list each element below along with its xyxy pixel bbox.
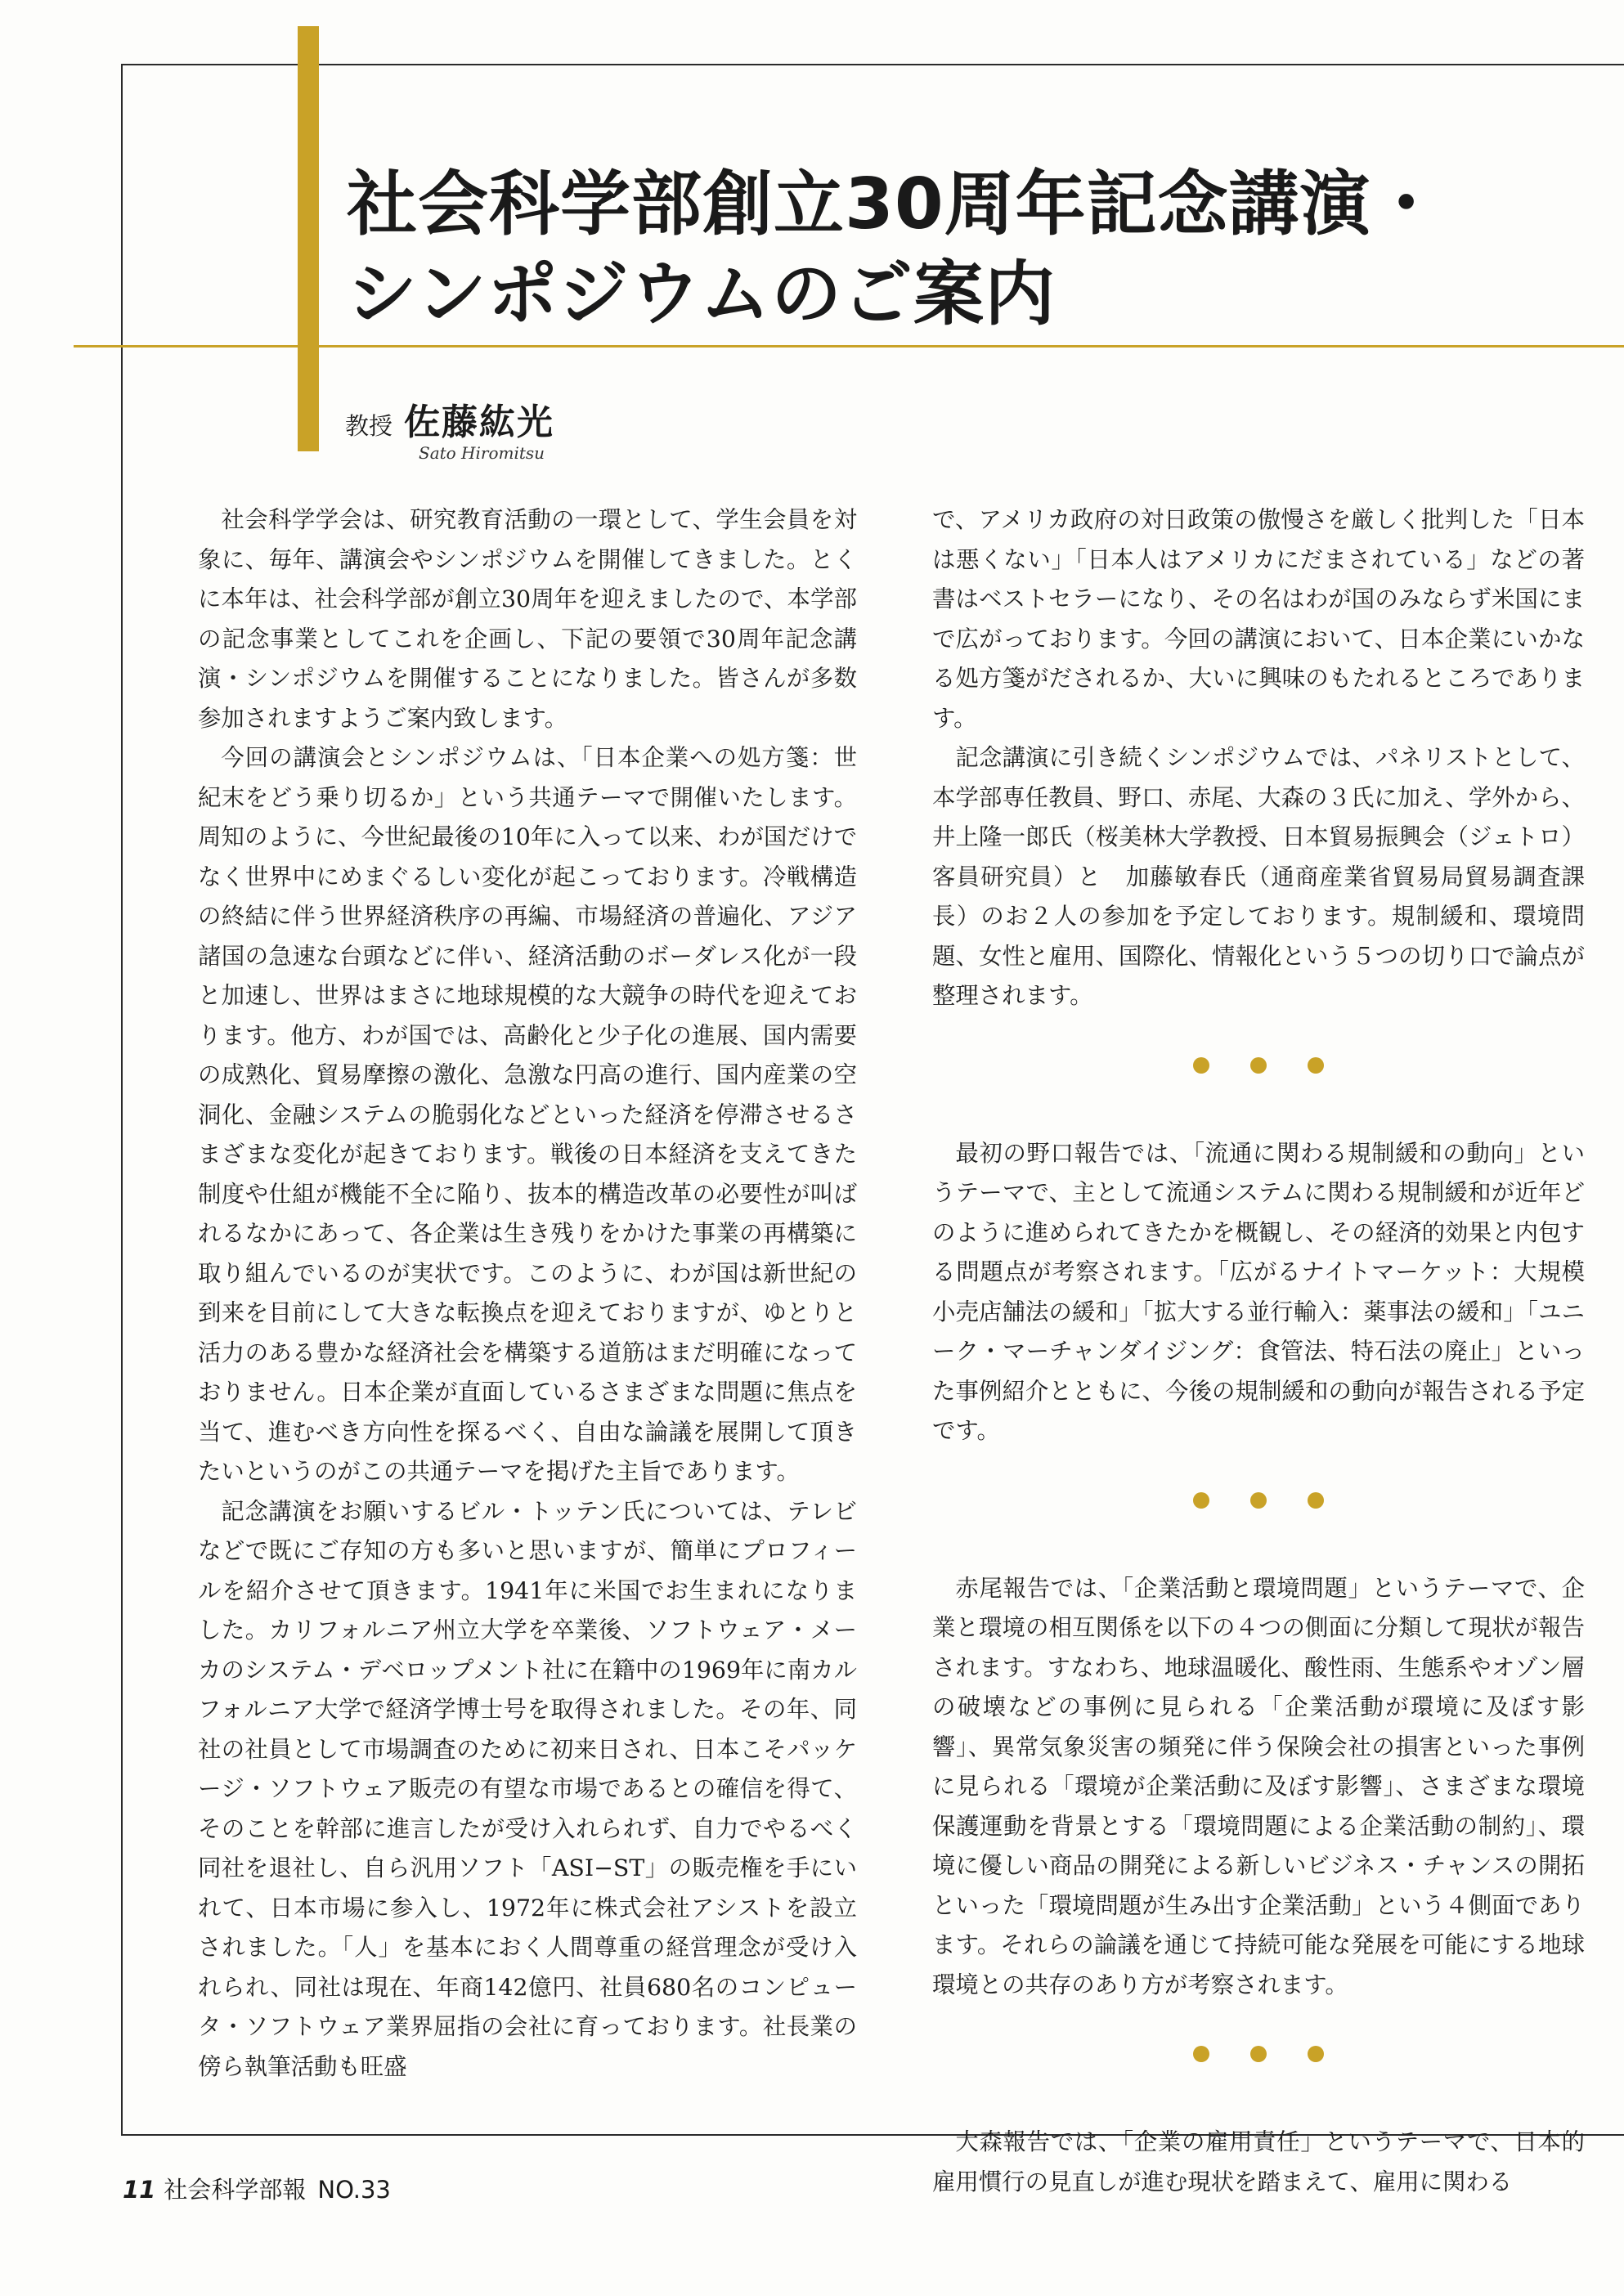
section-divider-dots: [932, 2021, 1585, 2087]
divider-dot: [1250, 1492, 1267, 1509]
body-column-left: [198, 500, 857, 2087]
section-divider-dots: [932, 1468, 1585, 1533]
body-column-right: [932, 500, 1585, 2202]
publication-name: 社会科学部報: [164, 2176, 307, 2204]
gold-accent-bar: [298, 26, 319, 451]
section-divider-dots: [932, 1033, 1585, 1098]
paragraph-omori-report: 大森報告では、「企業の雇用責任」というテーマで、日本的雇用慣行の見直しが進む現状を踏まえて、雇用に関わる: [932, 2128, 1585, 2195]
paragraph-theme: 今回の講演会とシンポジウムは、「日本企業への処方箋：世紀末をどう乗り切るか」という共通テーマで開催いたします。周知のように、今世紀最後の10年に入って以来、わが国だけでなく世界中にめまぐるしい変化が起こっております。冷戦構造の終結に伴う世界経済秩序の再編、市場経済の普遍化、アジア諸国の急速な台頭などに伴い、経済活動のボーダレス化が一段と加速し、世界はまさに地球規模的な大競争の時代を迎えております。他方、わが国では、高齢化と少子化の進展、国内需要の成熟化、貿易摩擦の激化、急激な円高の進行、国内産業の空洞化、金融システムの脆弱化などといった経済を停滞させるさまざまな変化が起きております。戦後の日本経済を支えてきた制度や仕組が機能不全に陥り、抜本的構造改革の必要性が叫ばれるなかにあって、各企業は生き残りをかけた事業の再構築に取り組んでいるのが実状です。このように、わが国は新世紀の到来を目前にして大きな転換点を迎えておりますが、ゆとりと活力のある豊かな経済社会を構築する道筋はまだ明確になっておりません。日本企業が直面しているさまざまな問題に焦点を当て、進むべき方向性を探るべく、自由な論議を展開して頂きたいというのがこの共通テーマを掲げた主旨であります。: [198, 744, 857, 1485]
author-rank: 教授: [345, 412, 393, 440]
paragraph-intro: 社会科学学会は、研究教育活動の一環として、学生会員を対象に、毎年、講演会やシンポジウムを開催してきました。とくに本年は、社会科学部が創立30周年を迎えましたので、本学部の記念事業としてこれを企画し、下記の要領で30周年記念講演・シンポジウムを開催することになりました。皆さんが多数参加されますようご案内致します。: [198, 506, 857, 732]
frame-left-rule: [121, 64, 123, 2134]
divider-dot: [1308, 1492, 1324, 1509]
gold-title-rule: [74, 345, 1624, 348]
divider-dot: [1250, 1057, 1267, 1074]
frame-top-rule: [121, 64, 1624, 65]
divider-dot: [1308, 2046, 1324, 2062]
divider-dot: [1193, 2046, 1209, 2062]
page-number: 11: [123, 2176, 156, 2204]
author-name-romaji: Sato Hiromitsu: [419, 443, 545, 463]
paragraph-lecturer-profile: 記念講演をお願いするビル・トッテン氏については、テレビなどで既にご存知の方も多いと思いますが、簡単にプロフィールを紹介させて頂きます。1941年に米国でお生まれになりました。カリフォルニア州立大学を卒業後、ソフトウェア・メーカのシステム・デベロップメント社に在籍中の1969年に南カルフォルニア大学で経済学博士号を取得されました。その年、同社の社員として市場調査のために初来日され、日本こそパッケージ・ソフトウェア販売の有望な市場であるとの確信を得て、そのことを幹部に進言したが受け入れられず、自力でやるべく同社を退社し、自ら汎用ソフト「ASI−ST」の販売権を手にいれて、日本市場に参入し、1972年に株式会社アシストを設立されました。「人」を基本におく人間尊重の経営理念が受け入れられ、同社は現在、年商142億円、社員680名のコンピュータ・ソフトウェア業界屈指の会社に育っております。社長業の傍ら執筆活動も旺盛: [198, 1497, 857, 2080]
page-title: [347, 159, 1532, 339]
divider-dot: [1193, 1492, 1209, 1509]
paragraph-symposium: 記念講演に引き続くシンポジウムでは、パネリストとして、本学部専任教員、野口、赤尾、大森の３氏に加え、学外から、井上隆一郎氏（桜美林大学教授、日本貿易振興会（ジェトロ）客員研究員）と 加藤敏春氏（通商産業省貿易局貿易調査課長）のお２人の参加を予定しております。規制緩和、環境問題、女性と雇用、国際化、情報化という５つの切り口で論点が整理されます。: [932, 744, 1585, 1009]
title-line-2: シンポジウムのご案内: [347, 253, 1056, 335]
paragraph-noguchi-report: 最初の野口報告では、「流通に関わる規制緩和の動向」というテーマで、主として流通システムに関わる規制緩和が近年どのように進められてきたかを概観し、その経済的効果と内包する問題点が考察されます。「広がるナイトマーケット：大規模小売店舗法の緩和」「拡大する並行輸入：薬事法の緩和」「ユニーク・マーチャンダイジング：食管法、特石法の廃止」といった事例紹介とともに、今後の規制緩和の動向が報告される予定です。: [932, 1139, 1585, 1444]
divider-dot: [1250, 2046, 1267, 2062]
divider-dot: [1193, 1057, 1209, 1074]
author-name: 佐藤紘光: [404, 401, 555, 443]
author-byline: [345, 392, 555, 463]
page-footer: [123, 2172, 391, 2205]
issue-number: NO.33: [317, 2176, 391, 2204]
paragraph-lecturer-continued: で、アメリカ政府の対日政策の傲慢さを厳しく批判した「日本は悪くない」「日本人はアメリカにだまされている」などの著書はベストセラーになり、その名はわが国のみならず米国にまで広がっております。今回の講演において、日本企業にいかなる処方箋がだされるか、大いに興味のもたれるところであります。: [932, 506, 1585, 732]
title-line-1: 社会科学部創立30周年記念講演・: [347, 164, 1442, 245]
divider-dot: [1308, 1057, 1324, 1074]
paragraph-akao-report: 赤尾報告では、「企業活動と環境問題」というテーマで、企業と環境の相互関係を以下の４つの側面に分類して現状が報告されます。すなわち、地球温暖化、酸性雨、生態系やオゾン層の破壊などの事例に見られる「企業活動が環境に及ぼす影響」、異常気象災害の頻発に伴う保険会社の損害といった事例に見られる「環境が企業活動に及ぼす影響」、さまざまな環境保護運動を背景とする「環境問題による企業活動の制約」、環境に優しい商品の開発による新しいビジネス・チャンスの開拓といった「環境問題が生み出す企業活動」という４側面であります。それらの論議を通じて持続可能な発展を可能にする地球環境との共存のあり方が考察されます。: [932, 1574, 1585, 1998]
